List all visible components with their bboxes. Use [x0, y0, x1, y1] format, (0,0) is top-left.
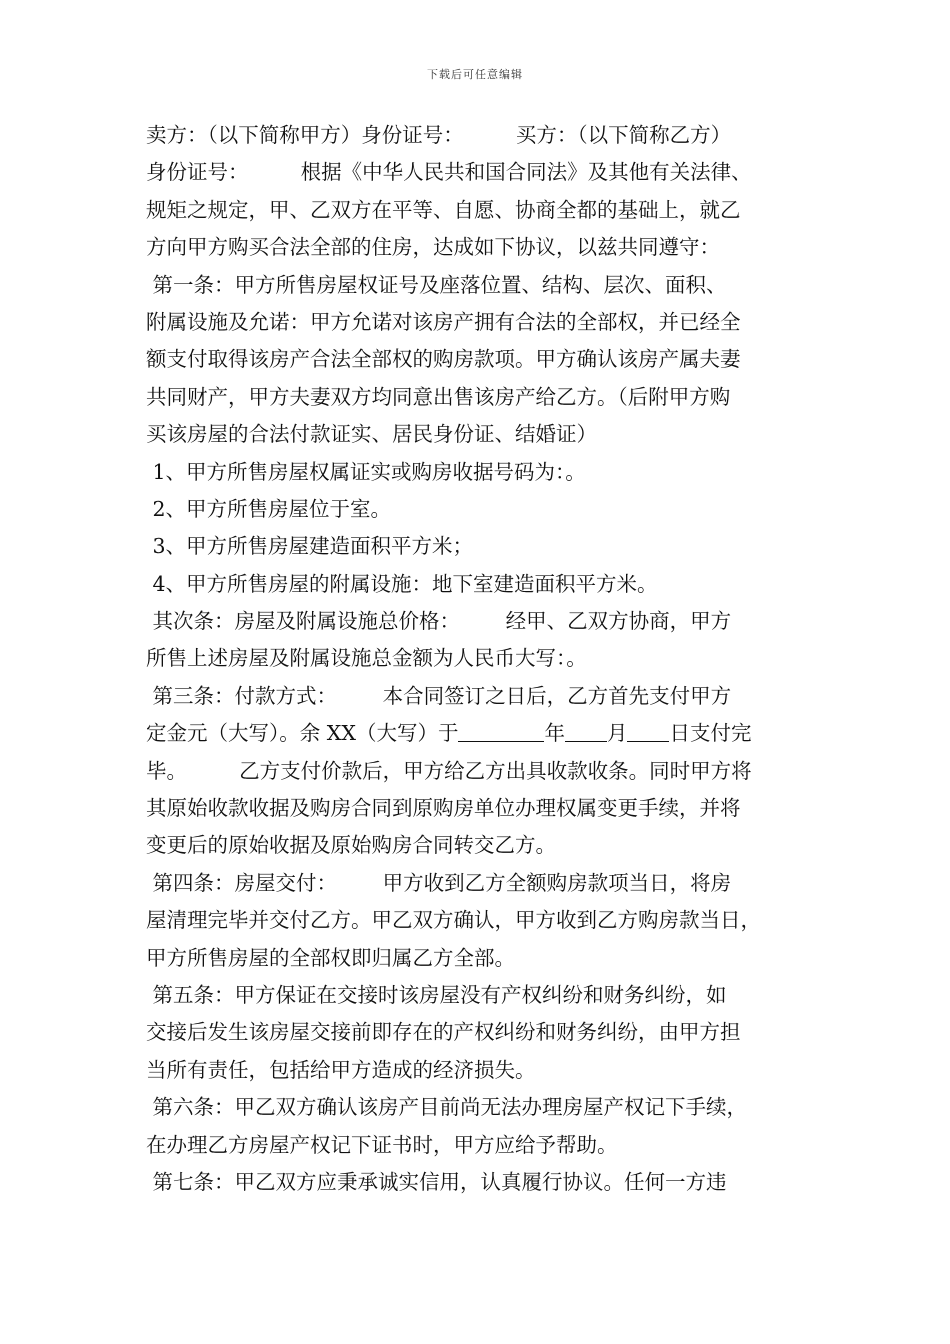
text-line: 附属设施及允诺：甲方允诺对该房产拥有合法的全部权，并已经全 — [146, 309, 741, 334]
text-line: 4、甲方所售房屋的附属设施：地下室建造面积平方米。 — [146, 571, 658, 596]
year-blank — [458, 719, 544, 742]
text-line: 第一条：甲方所售房屋权证号及座落位置、结构、层次、面积、 — [146, 272, 727, 297]
text-line: 1、甲方所售房屋权属证实或购房收据号码为：。 — [146, 459, 586, 484]
text-line: 在办理乙方房屋产权记下证书时，甲方应给予帮助。 — [146, 1132, 618, 1157]
text-line: 第四条：房屋交付： 甲方收到乙方全额购房款项当日，将房 — [146, 870, 732, 895]
day-label: 日支付完 — [669, 721, 752, 746]
page-header: 下载后可任意编辑 — [427, 68, 523, 81]
text-line: 当所有责任，包括给甲方造成的经济损失。 — [146, 1057, 536, 1082]
text-line: 3、甲方所售房屋建造面积平方米； — [146, 534, 474, 559]
month-label: 月 — [606, 721, 628, 746]
text-line: 变更后的原始收据及原始购房合同转交乙方。 — [146, 833, 556, 858]
text-line: 毕。 乙方支付价款后，甲方给乙方出具收款收条。同时甲方将 — [146, 758, 752, 783]
text-line: 第七条：甲乙双方应秉承诚实信用，认真履行协议。任何一方违 — [146, 1169, 727, 1194]
text-line: 第三条：付款方式： 本合同签订之日后，乙方首先支付甲方 — [146, 683, 732, 708]
text-line: 规矩之规定，甲、乙双方在平等、自愿、协商全都的基础上，就乙 — [146, 197, 741, 222]
text-line: 方向甲方购买合法全部的住房，达成如下协议，以兹共同遵守： — [146, 235, 720, 260]
text-line: 屋清理完毕并交付乙方。甲乙双方确认，甲方收到乙方购房款当日， — [146, 908, 761, 933]
day-blank — [627, 719, 669, 742]
text-line: 卖方：（以下简称甲方）身份证号： 买方：（以下简称乙方） — [146, 123, 732, 147]
year-label: 年 — [544, 721, 565, 746]
text-line: 额支付取得该房产合法全部权的购房款项。甲方确认该房产属夫妻 — [146, 347, 741, 372]
text-line: 第五条：甲方保证在交接时该房屋没有产权纠纷和财务纠纷，如 — [146, 982, 727, 1007]
payment-date-line — [146, 715, 816, 752]
text-line: 其次条：房屋及附属设施总价格： 经甲、乙双方协商，甲方 — [146, 609, 732, 634]
text-line: 2、甲方所售房屋位于室。 — [146, 496, 392, 521]
month-blank — [565, 719, 607, 742]
text-line: 第六条：甲乙双方确认该房产目前尚无法办理房屋产权记下手续， — [146, 1095, 748, 1120]
text-line: 其原始收款收据及购房合同到原购房单位办理权属变更手续，并将 — [146, 796, 741, 821]
text-line: 身份证号： 根据《中华人民共和国合同法》及其他有关法律、 — [146, 160, 752, 185]
payment-date-prefix: 定金元（大写）。余 XX（大写）于 — [146, 721, 459, 746]
text-line: 共同财产，甲方夫妻双方均同意出售该房产给乙方。（后附甲方购 — [146, 384, 731, 409]
text-line: 买该房屋的合法付款证实、居民身份证、结婚证） — [146, 422, 597, 447]
text-line: 所售上述房屋及附属设施总金额为人民币大写：。 — [146, 646, 587, 671]
text-line: 甲方所售房屋的全部权即归属乙方全部。 — [146, 945, 515, 970]
text-line: 交接后发生该房屋交接前即存在的产权纠纷和财务纠纷，由甲方担 — [146, 1020, 741, 1045]
contract-body — [146, 117, 816, 1201]
